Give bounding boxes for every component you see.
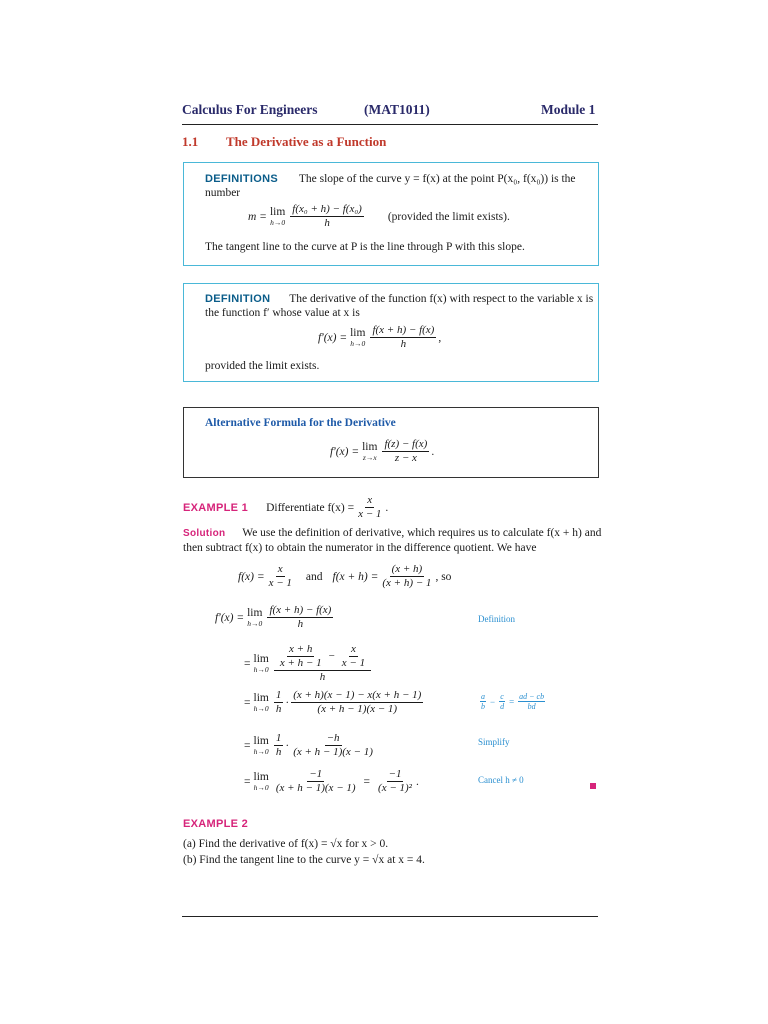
fx-definitions [238, 563, 451, 590]
fxh-lhs: f(x + h) = [332, 570, 379, 583]
derivative-formula [318, 324, 441, 351]
step4-one-over-h: $\frac{1}{h}$ [275, 732, 282, 758]
alt-fraction: $\frac{f(z) - f(x)}{z - x}$ [384, 438, 428, 464]
step3-limit: lim h→0 [253, 692, 269, 713]
example2-part-b: (b) Find the tangent line to the curve y = √x at x = 4. [183, 854, 425, 866]
so-word: , so [435, 570, 452, 583]
derivation-step1 [215, 604, 335, 631]
note-eq: = [509, 696, 515, 707]
definitions-label: DEFINITIONS [205, 173, 278, 185]
note-frac-ab: a b [481, 692, 485, 711]
slope-limit: lim h→0 [269, 206, 286, 227]
step5-period: . [415, 775, 419, 788]
end-of-proof-square-icon [590, 783, 596, 789]
step5-note: Cancel h ≠ 0 [478, 775, 524, 785]
footer-rule [182, 916, 598, 917]
solution-label: Solution [183, 528, 226, 539]
step4-eq: = [244, 739, 251, 752]
derivative-def-line3: provided the limit exists. [205, 360, 320, 372]
step5-eq: = [244, 775, 251, 788]
derivation-step4 [244, 732, 377, 759]
derivative-def-line1: The derivative of the function f(x) with respect to the variable x is [289, 293, 594, 305]
fx-lhs: f(x) = [238, 570, 265, 583]
step5-result-fraction: $\frac{-1}{\text{(x − 1)²}}$ [378, 768, 412, 794]
example1-label: EXAMPLE 1 [183, 501, 249, 514]
example1-statement [183, 494, 388, 521]
derivation-step2 [244, 643, 373, 684]
note-minus: − [490, 696, 496, 707]
step4-fraction: $\frac{-h}{(x + h - 1)(x - 1)}$ [293, 732, 373, 758]
derivative-lhs: f′(x) = [318, 331, 348, 344]
slope-lhs: m = [248, 210, 267, 223]
alternative-formula [330, 438, 434, 465]
step1-fraction: $\frac{f(x + h) - f(x)}{h}$ [269, 604, 332, 630]
example1-text: Differentiate f(x) = [266, 501, 355, 514]
fxh-fraction: $\frac{(x + h)}{(x + h) - 1}$ [382, 563, 432, 589]
and-word: and [305, 570, 323, 583]
step2-frac-b: $\frac{x}{x - 1}$ [341, 643, 366, 669]
example1-fraction: $\frac{x}{x - 1}$ [358, 494, 382, 520]
step4-limit: lim h→0 [253, 735, 269, 756]
step3-one-over-h: $\frac{1}{h}$ [275, 689, 282, 715]
derivation-step3 [244, 689, 425, 716]
definition-label: DEFINITION [205, 293, 271, 305]
solution-text1: We use the definition of derivative, which requires us to calculate f(x + h) and [242, 527, 602, 539]
derivative-def-text [205, 292, 593, 307]
example2-label: EXAMPLE 2 [183, 818, 249, 830]
course-title: Calculus For Engineers [182, 102, 318, 117]
step2-frac-a: $\frac{x + h}{x + h - 1}$ [279, 643, 322, 669]
slope-fraction: $\frac{\text{f(x₀ + h) − f(x₀)}}{h}$ [292, 203, 362, 229]
example1-period: . [385, 501, 389, 514]
slope-formula [248, 203, 510, 230]
step3-dot: · [285, 696, 290, 709]
tangent-line-text: The tangent line to the curve at P is the line through P with this slope. [205, 241, 525, 253]
alt-lhs: f′(x) = [330, 445, 360, 458]
step3-note [478, 692, 547, 711]
step3-fraction: $\frac{(x + h)(x - 1) - x(x + h - 1)}{(x + h - 1)(x - 1)}$ [293, 689, 422, 715]
derivative-limit: lim h→0 [350, 327, 366, 348]
step2-outer-fraction: $\frac{x + h}{x + h - 1}$ − $\frac{x}{x - 1}$ h [274, 643, 371, 684]
step2-eq: = [244, 657, 251, 670]
fx-fraction: $\frac{x}{x - 1}$ [268, 563, 292, 589]
course-code: (MAT1011) [364, 102, 430, 117]
derivation-step5 [244, 768, 419, 795]
step1-lhs: f′(x) = [215, 611, 245, 624]
solution-line1 [183, 526, 601, 541]
step2-limit: lim h→0 [253, 653, 269, 674]
example2-part-a: (a) Find the derivative of f(x) = √x for x > 0. [183, 838, 389, 850]
derivative-comma: , [438, 331, 442, 344]
alternative-formula-title: Alternative Formula for the Derivative [205, 417, 396, 429]
section-title: The Derivative as a Function [226, 134, 387, 149]
slope-note: (provided the limit exists). [387, 210, 510, 223]
section-number: 1.1 [182, 134, 199, 149]
step5-limit: lim h→0 [253, 771, 269, 792]
step5-fraction: $\frac{-1}{(x + h - 1)(x - 1)}$ [275, 768, 356, 794]
definitions-text [205, 172, 576, 187]
solution-line2: then subtract f(x) to obtain the numerator in the difference quotient. We have [183, 542, 537, 554]
derivative-fraction: $\frac{f(x + h) - f(x)}{h}$ [372, 324, 435, 350]
module-label: Module 1 [541, 102, 596, 117]
step1-limit: lim h→0 [247, 607, 263, 628]
step2-minus: − [328, 650, 335, 662]
note-frac-cd: $\frac{c}{d}$ [500, 692, 505, 711]
header-rule [182, 124, 598, 125]
note-frac-result: $\frac{ad - cb}{bd}$ [519, 692, 545, 711]
step1-note: Definition [478, 614, 515, 624]
alt-period: . [431, 445, 435, 458]
alt-limit: lim z→x [362, 441, 378, 462]
step3-eq: = [244, 696, 251, 709]
definitions-line1: The slope of the curve y = f(x) at the point P(x₀, f(x₀)) is the [298, 173, 576, 185]
step4-dot: · [285, 739, 290, 752]
step5-eq2: = [363, 775, 371, 788]
definitions-line2: number [205, 187, 241, 199]
derivative-def-line2: the function f′ whose value at x is [205, 307, 360, 319]
step4-note: Simplify [478, 737, 510, 747]
